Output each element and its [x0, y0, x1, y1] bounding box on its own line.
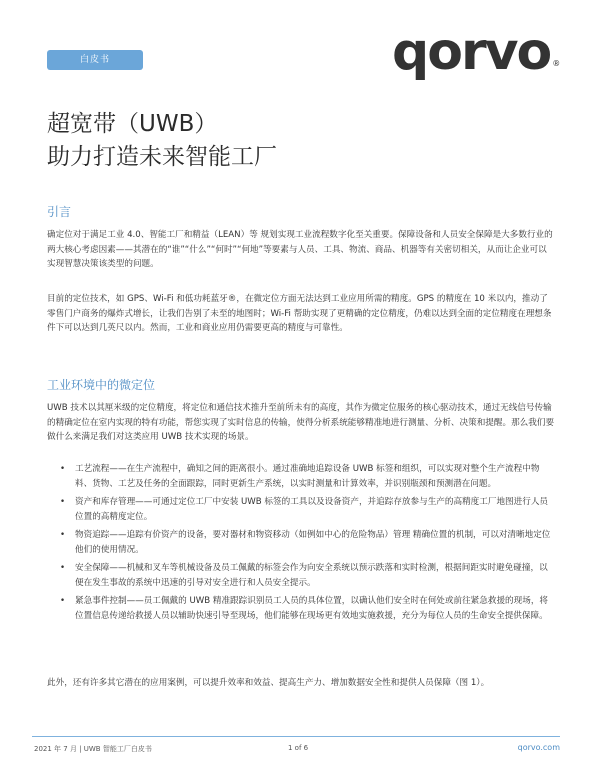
brand-wordmark: qorvo	[392, 22, 551, 82]
doc-type-badge: 白皮书	[47, 50, 143, 70]
page-title	[47, 108, 277, 174]
registered-mark: ®	[552, 59, 561, 68]
list-item: • 资产和库存管理——可通过定位工厂中安装 UWB 标签的工具以及设备资产，并追踪存放参与生产的高精度工厂地图进行人员位置的高精度定位。	[60, 497, 549, 522]
list-item: • 物资追踪——追踪有价资产的设备，要对器材和物资移动（如例如中心的危险物品）管理 精确位置的机制，可以对清晰地定位他们的使用情况。	[60, 530, 551, 555]
bullet-icon: •	[60, 596, 66, 606]
title-line-2: 助力打造未来智能工厂	[47, 144, 277, 170]
footer-url-link[interactable]: qorvo.com	[517, 743, 560, 752]
bullet-icon: •	[60, 563, 66, 573]
intro-paragraph-1: 确定位对于满足工业 4.0、智能工厂和精益（LEAN）等 规划实现工业流程数字化至关重要。保障设备和人员安全保障是大多数行业的两大核心考虑因素——其潜在的“谁”“什么”“何时”“何地”等要素与人员、工具、物流、商品、机器等有关密切相关，从而让企业可以实现智慧决策该类型的问题。	[47, 230, 553, 269]
footer-divider	[32, 736, 560, 737]
list-item: • 紧急事件控制——员工佩戴的 UWB 精准跟踪识别员工人员的具体位置，以确认他们安全时在何处或前往紧急救援的现场，将位置信息传递给救援人员以辅助快速引导至现场，他们能够在现场更有效地实施救援，充分为每位人员的生命安全提供保障。	[60, 596, 549, 621]
section-heading-intro: 引言	[47, 205, 72, 219]
micro-location-paragraph: UWB 技术以其厘米级的定位精度，将定位和通信技术推升至前所未有的高度，其作为微定位服务的核心驱动技术，通过无线信号传输的精确定位在室内实现的特有功能，帮您实现了实时信息的传输，使得分析系统能够精准地进行测量、分析、决策和提醒。那么我们要做什么来满足我们对这类应用 UWB 技术实现的场景。	[47, 403, 555, 442]
bullet-icon: •	[60, 464, 66, 474]
footer-date-title: 2021 年 7 月 | UWB 智能工厂白皮书	[34, 745, 152, 753]
bullet-icon: •	[60, 530, 66, 540]
title-line-1: 超宽带（UWB）	[47, 111, 218, 137]
section-heading-micro-location: 工业环境中的微定位	[47, 378, 156, 392]
bullet-icon: •	[60, 497, 66, 507]
list-item: • 工艺流程——在生产流程中，确知之间的距离很小。通过准确地追踪设备 UWB 标签和组织，可以实现对整个生产流程中物料、货物、工艺及任务的全面跟踪，同时更新生产系统，以实时测量和计算效率，并识别瓶颈和预测潜在问题。	[60, 464, 540, 489]
closing-paragraph: 此外，还有许多其它潜在的应用案例，可以提升效率和效益、提高生产力、增加数据安全性和提供人员保障（图 1）。	[47, 678, 490, 688]
intro-paragraph-2: 目前的定位技术，如 GPS、Wi-Fi 和低功耗蓝牙®，在微定位方面无法达到工业应用所需的精度。GPS 的精度在 10 米以内，推动了零售门户商务的爆炸式增长，让我们告别了未至的地图时；Wi-Fi 帮助实现了更精确的定位精度，仍难以达到全面的定位精度在理想条件下可以达到几英尺以内。然而，工业和商业应用仍需要更高的精度与可靠性。	[47, 294, 552, 333]
qorvo-logo	[392, 22, 560, 82]
use-case-list	[47, 462, 555, 627]
list-item: • 安全保障——机械和叉车等机械设备及员工佩戴的标签会作为向安全系统以预示跌落和实时检测，根据间距实时避免碰撞，以便在发生事故的系统中迅速的引导对安全进行和人员安全提示。	[60, 563, 548, 588]
footer-page-number: 1 of 6	[288, 744, 309, 752]
